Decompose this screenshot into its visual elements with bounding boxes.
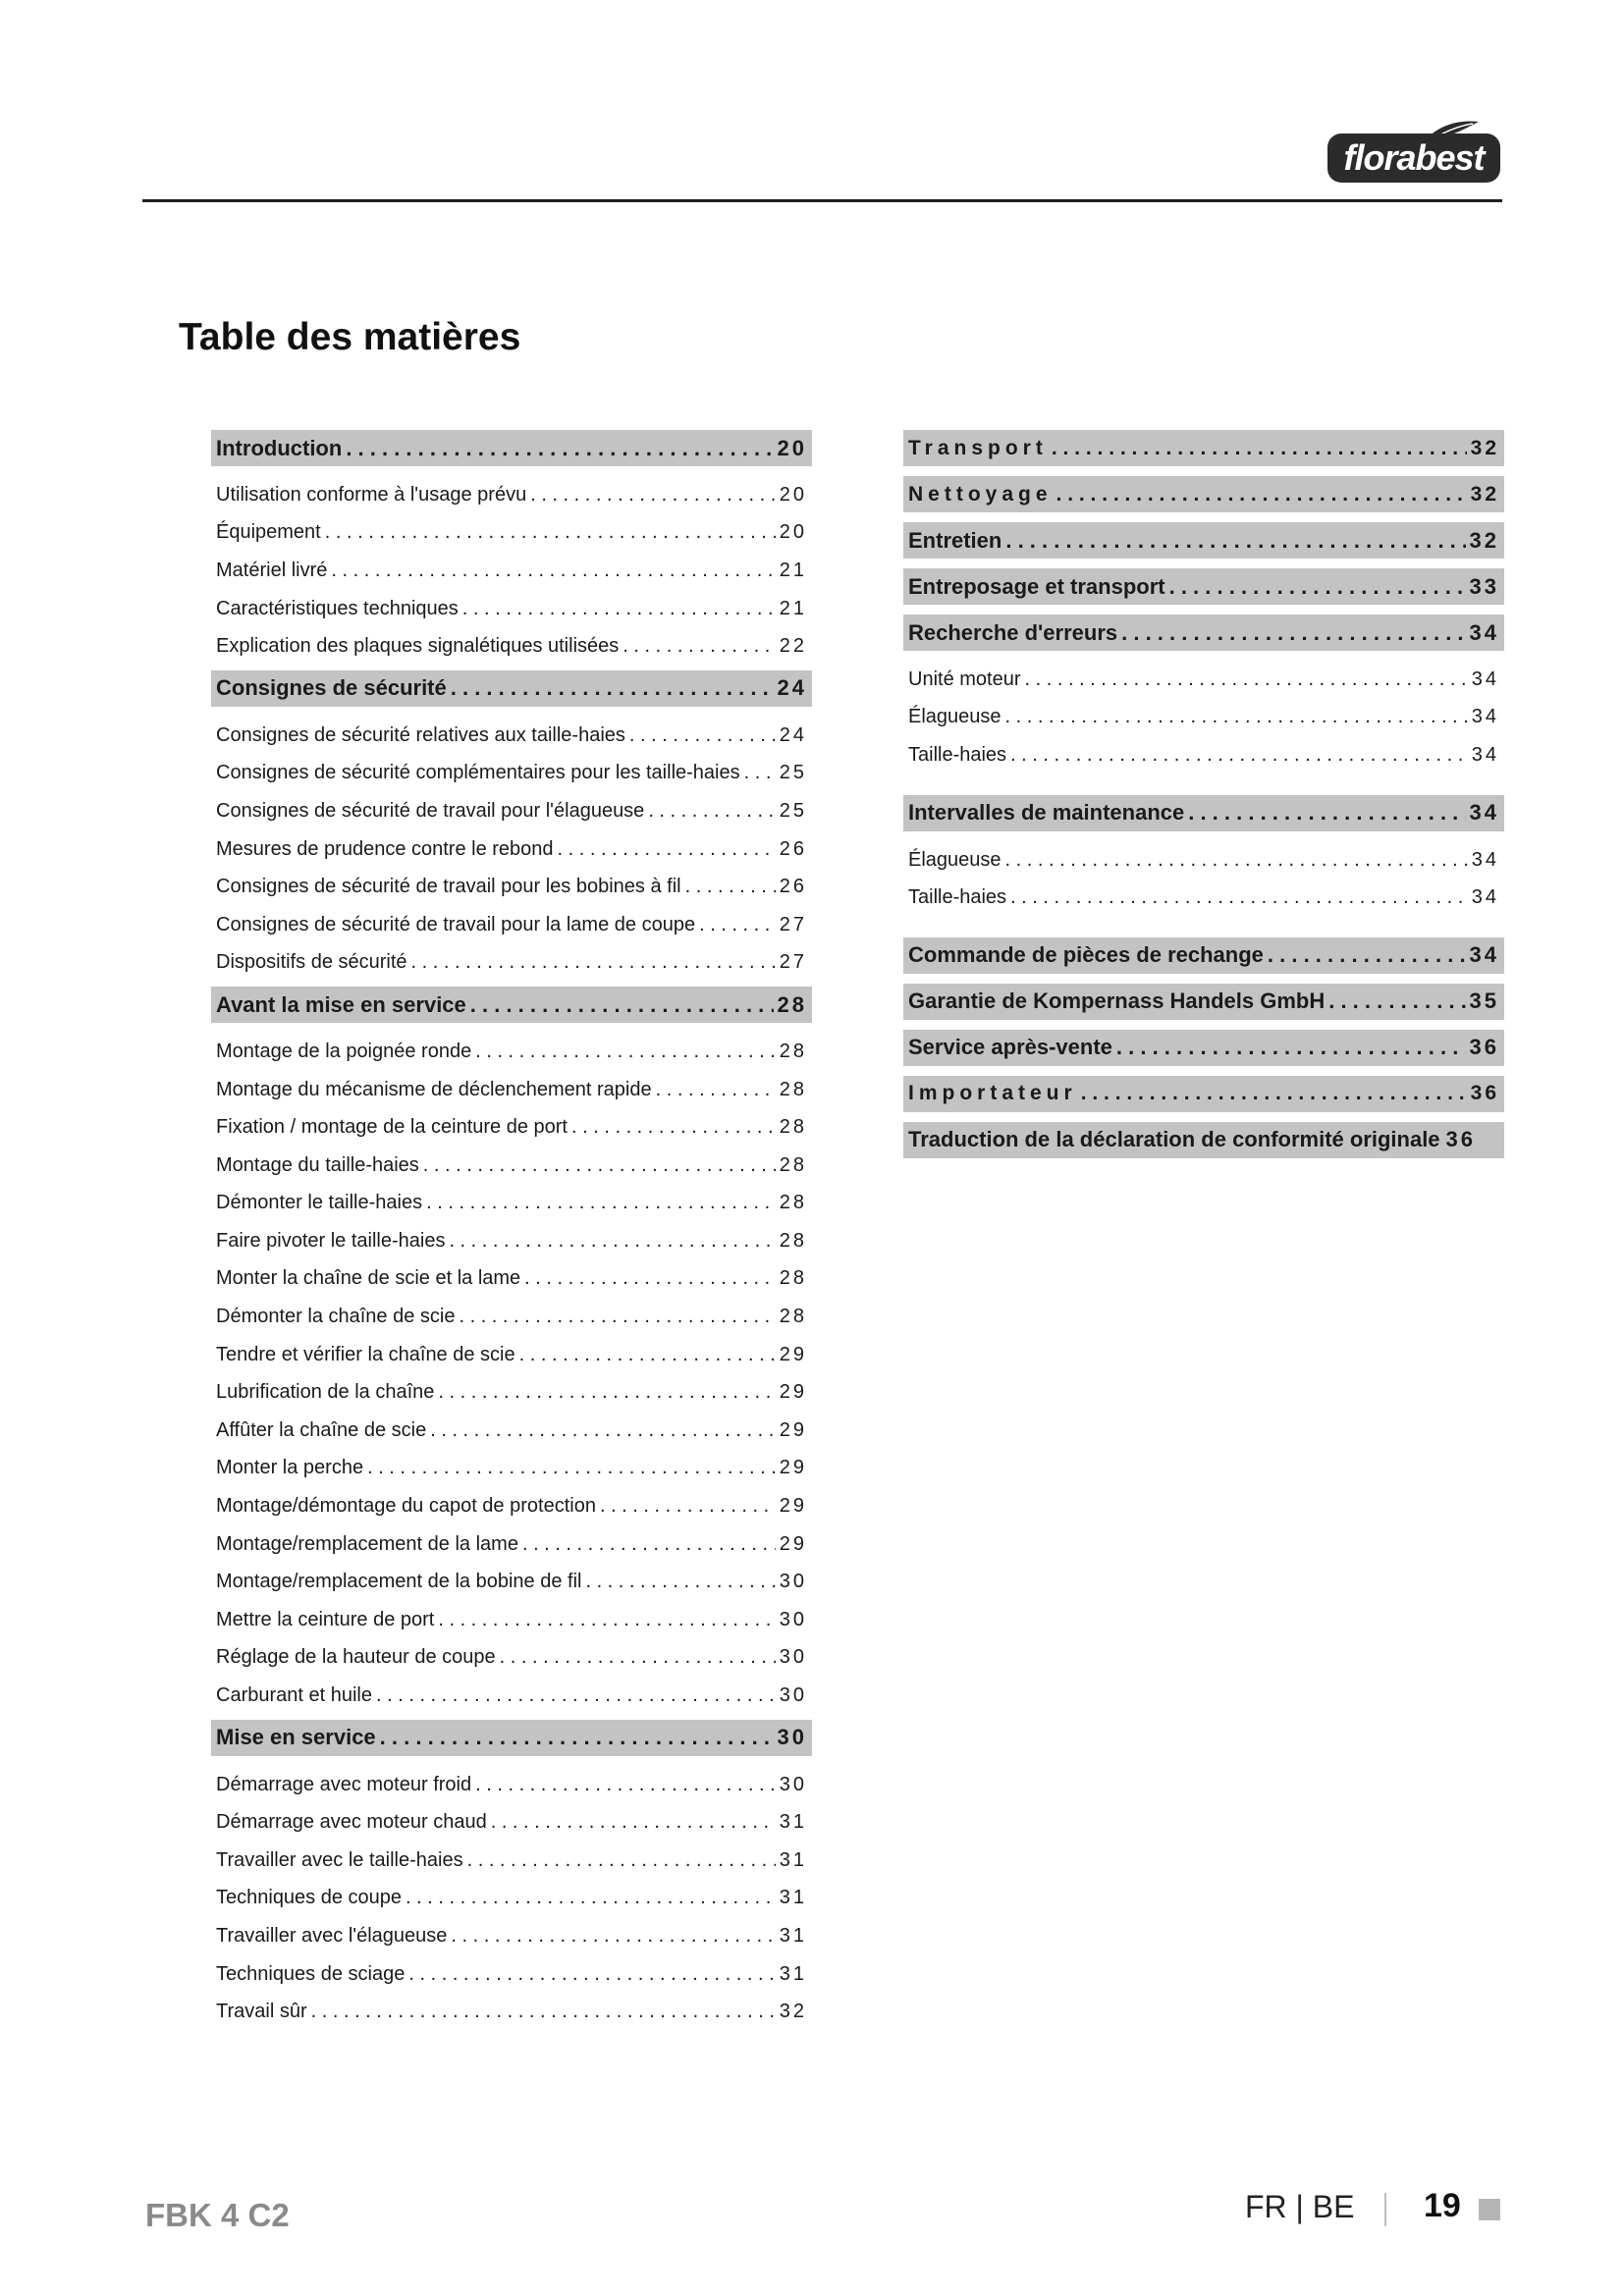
toc-label: Traduction de la déclaration de conformité originale	[908, 1127, 1440, 1152]
toc-label: Montage/démontage du capot de protection	[216, 1495, 596, 1518]
toc-leader-dots	[475, 1774, 776, 1796]
toc-section	[903, 1122, 1504, 1158]
toc-page-number: 32	[779, 2001, 807, 2023]
toc-page-number: 21	[779, 597, 807, 619]
toc-leader-dots	[1116, 1035, 1466, 1060]
toc-leader-dots	[522, 1533, 776, 1556]
toc-entry	[211, 1033, 812, 1071]
toc-leader-dots	[685, 876, 776, 898]
toc-page-number: 28	[779, 1267, 807, 1290]
toc-label: Unité moteur	[908, 667, 1021, 690]
toc-leader-dots	[1010, 886, 1468, 909]
toc-page-number: 34	[1471, 743, 1499, 766]
toc-label: Réglage de la hauteur de coupe	[216, 1646, 496, 1669]
toc-leader-dots	[1052, 437, 1467, 460]
toc-section	[903, 1076, 1504, 1112]
toc-leader-dots	[408, 1963, 775, 1986]
toc-page-number: 24	[779, 723, 807, 746]
toc-leader-dots	[519, 1344, 776, 1366]
toc-leader-dots	[1121, 620, 1465, 646]
toc-leader-dots	[459, 1306, 775, 1328]
toc-leader-dots	[1010, 744, 1468, 767]
toc-page-number: 28	[777, 991, 807, 1017]
toc-label: Consignes de sécurité de travail pour la lame de coupe	[216, 913, 696, 935]
toc-section	[903, 430, 1504, 466]
toc-leader-dots	[367, 1457, 776, 1479]
toc-entry	[211, 717, 812, 755]
toc-section	[903, 984, 1504, 1020]
toc-entry	[211, 1766, 812, 1804]
toc-entry	[211, 1373, 812, 1412]
toc-leader-dots	[699, 914, 776, 936]
toc-leader-dots	[491, 1811, 776, 1834]
toc-page-number: 21	[779, 559, 807, 581]
toc-right-column	[903, 430, 1504, 1168]
toc-page-number: 34	[1471, 706, 1499, 728]
toc-page-number: 35	[1469, 988, 1499, 1014]
toc-entry	[211, 1336, 812, 1374]
toc-entry	[211, 1842, 812, 1880]
toc-leader-dots	[1056, 483, 1467, 507]
toc-entry	[211, 830, 812, 869]
toc-entry	[211, 1917, 812, 1955]
toc-section	[903, 795, 1504, 831]
toc-entry	[211, 1803, 812, 1842]
toc-page-number: 29	[779, 1381, 807, 1404]
toc-label: Monter la perche	[216, 1457, 364, 1479]
toc-section	[211, 670, 812, 707]
toc-label: Utilisation conforme à l'usage prévu	[216, 483, 527, 506]
toc-page-number: 34	[1469, 800, 1499, 826]
toc-entry	[211, 514, 812, 553]
toc-entry	[211, 755, 812, 793]
toc-label: Taille-haies	[908, 886, 1007, 909]
toc-entry	[211, 1563, 812, 1601]
toc-label: Consignes de sécurité	[216, 675, 447, 701]
toc-entry	[211, 944, 812, 983]
toc-page-number: 20	[777, 435, 807, 460]
toc-page-number: 28	[779, 1192, 807, 1214]
toc-label: Dispositifs de sécurité	[216, 951, 407, 974]
toc-page-number: 20	[779, 521, 807, 544]
toc-label: Montage/remplacement de la lame	[216, 1532, 518, 1555]
toc-leader-dots	[648, 800, 775, 823]
toc-leader-dots	[500, 1646, 776, 1669]
toc-page-number: 34	[1471, 667, 1499, 690]
toc-leader-dots	[1081, 1082, 1467, 1105]
toc-entry	[211, 1298, 812, 1336]
toc-label: Élagueuse	[908, 706, 1001, 728]
toc-section	[211, 987, 812, 1023]
toc-section	[903, 522, 1504, 559]
toc-label: Entretien	[908, 527, 1002, 553]
toc-leader-dots	[376, 1684, 776, 1707]
toc-page-number: 26	[779, 837, 807, 860]
toc-page-number: 31	[779, 1887, 807, 1909]
toc-page-number: 25	[779, 762, 807, 784]
toc-label: Consignes de sécurité de travail pour l'élagueuse	[216, 799, 645, 822]
toc-label: Montage du mécanisme de déclenchement rapide	[216, 1078, 652, 1100]
toc-entry	[211, 1185, 812, 1223]
toc-section	[903, 937, 1504, 974]
toc-entry	[211, 1677, 812, 1715]
toc-label: Équipement	[216, 521, 321, 544]
toc-page-number: 29	[779, 1532, 807, 1555]
toc-entry	[211, 792, 812, 830]
toc-leader-dots	[380, 1725, 774, 1750]
toc-page-number: 28	[779, 1229, 807, 1252]
toc-page-number: 25	[779, 799, 807, 822]
toc-page-number: 28	[779, 1040, 807, 1062]
toc-page-number: 34	[1469, 942, 1499, 968]
toc-section	[211, 430, 812, 466]
toc-label: Transport	[908, 436, 1048, 459]
toc-label: Service après-vente	[908, 1035, 1112, 1060]
toc-leader-dots	[475, 1041, 776, 1063]
toc-section	[903, 568, 1504, 605]
toc-label: Caractéristiques techniques	[216, 597, 459, 619]
toc-entry	[211, 1222, 812, 1260]
toc-page-number: 24	[777, 675, 807, 701]
toc-label: Explication des plaques signalétiques utilisées	[216, 635, 620, 658]
toc-leader-dots	[449, 1230, 775, 1253]
toc-page-number: 22	[779, 635, 807, 658]
toc-entry	[211, 1147, 812, 1185]
toc-label: Monter la chaîne de scie et la lame	[216, 1267, 521, 1290]
toc-label: Taille-haies	[908, 743, 1007, 766]
toc-label: Fixation / montage de la ceinture de port	[216, 1116, 568, 1139]
toc-page-number: 30	[779, 1646, 807, 1669]
toc-leader-dots	[1005, 528, 1465, 554]
toc-page-number: 29	[779, 1495, 807, 1518]
toc-leader-dots	[1169, 574, 1466, 600]
toc-page-number: 31	[779, 1962, 807, 1985]
toc-entry	[211, 1601, 812, 1639]
toc-entry	[903, 661, 1504, 699]
toc-page-number: 28	[779, 1153, 807, 1176]
toc-label: Techniques de sciage	[216, 1962, 406, 1985]
toc-leader-dots	[623, 635, 775, 658]
toc-leader-dots	[1188, 800, 1465, 826]
toc-entry	[211, 1260, 812, 1299]
toc-leader-dots	[524, 1267, 776, 1290]
toc-section	[211, 1720, 812, 1756]
toc-leader-dots	[411, 951, 776, 974]
toc-label: Intervalles de maintenance	[908, 800, 1185, 826]
toc-leader-dots	[585, 1571, 775, 1593]
toc-label: Importateur	[908, 1082, 1077, 1105]
toc-label: Consignes de sécurité de travail pour les bobines à fil	[216, 876, 681, 898]
toc-label: Montage/remplacement de la bobine de fil	[216, 1571, 582, 1593]
toc-entry	[903, 736, 1504, 774]
toc-section	[903, 476, 1504, 512]
toc-entry	[211, 476, 812, 514]
toc-leader-dots	[430, 1419, 776, 1442]
toc-page-number: 36	[1470, 1082, 1499, 1105]
toc-page-number: 28	[779, 1116, 807, 1139]
language-code: FR | BE	[1245, 2189, 1355, 2224]
toc-label: Faire pivoter le taille-haies	[216, 1229, 446, 1252]
toc-leader-dots	[451, 675, 774, 701]
toc-page-number: 29	[779, 1418, 807, 1441]
toc-label: Matériel livré	[216, 559, 328, 581]
toc-label: Consignes de sécurité complémentaires pour les taille-haies	[216, 762, 740, 784]
toc-label: Démarrage avec moteur froid	[216, 1773, 472, 1795]
toc-section	[903, 1030, 1504, 1066]
toc-page-number: 29	[779, 1343, 807, 1365]
toc-leader-dots	[438, 1381, 775, 1404]
toc-label: Entreposage et transport	[908, 573, 1165, 599]
toc-label: Consignes de sécurité relatives aux taille-haies	[216, 723, 625, 746]
toc-page-number: 32	[1470, 482, 1499, 506]
toc-page-number: 34	[1469, 619, 1499, 645]
model-number: FBK 4 C2	[145, 2197, 290, 2233]
toc-page-number: 34	[1471, 886, 1499, 909]
toc-label: Travailler avec l'élagueuse	[216, 1924, 448, 1947]
toc-label: Nettoyage	[908, 482, 1053, 506]
toc-label: Affûter la chaîne de scie	[216, 1418, 427, 1441]
toc-entry	[211, 868, 812, 906]
toc-label: Lubrification de la chaîne	[216, 1381, 435, 1404]
toc-leader-dots	[744, 762, 776, 784]
page-title: Table des matières	[179, 316, 521, 358]
toc-entry	[211, 1487, 812, 1525]
toc-entry	[211, 552, 812, 590]
toc-label: Commande de pièces de rechange	[908, 942, 1264, 968]
toc-leader-dots	[325, 521, 776, 544]
toc-leader-dots	[571, 1116, 776, 1139]
toc-page-number: 30	[777, 1725, 807, 1750]
toc-page-number: 20	[779, 483, 807, 506]
toc-label: Démarrage avec moteur chaud	[216, 1811, 487, 1834]
toc-left-column	[211, 430, 812, 2031]
toc-entry	[211, 1880, 812, 1918]
toc-entry	[903, 841, 1504, 880]
toc-leader-dots	[426, 1192, 776, 1214]
toc-page-number: 34	[1471, 848, 1499, 871]
toc-page-number: 30	[779, 1571, 807, 1593]
toc-page-number: 27	[779, 951, 807, 974]
toc-entry	[211, 590, 812, 628]
toc-leader-dots	[1328, 988, 1465, 1014]
toc-leader-dots	[438, 1609, 775, 1631]
page-marker-square	[1479, 2199, 1500, 2220]
brand-logo	[1327, 126, 1502, 185]
toc-page-number: 32	[1469, 527, 1499, 553]
header-rule	[142, 199, 1502, 202]
logo-wordmark: florabest	[1327, 133, 1500, 183]
toc-page-number: 36	[1445, 1127, 1477, 1152]
toc-page-number: 36	[1469, 1035, 1499, 1060]
toc-entry	[211, 1993, 812, 2031]
toc-entry	[903, 879, 1504, 917]
toc-leader-dots	[1268, 942, 1466, 968]
toc-page-number: 26	[779, 876, 807, 898]
toc-entry	[211, 1071, 812, 1109]
toc-entry	[211, 1955, 812, 1994]
toc-leader-dots	[467, 1849, 776, 1872]
toc-label: Démonter la chaîne de scie	[216, 1306, 456, 1328]
toc-leader-dots	[1005, 706, 1468, 728]
toc-entry	[211, 1450, 812, 1488]
toc-entry	[211, 1412, 812, 1450]
toc-leader-dots	[1025, 668, 1468, 691]
toc-page-number: 31	[779, 1811, 807, 1834]
toc-leader-dots	[600, 1495, 776, 1518]
toc-leader-dots	[451, 1925, 775, 1948]
toc-entry	[211, 1108, 812, 1147]
toc-label: Mise en service	[216, 1725, 376, 1750]
toc-label: Démonter le taille-haies	[216, 1192, 423, 1214]
toc-leader-dots	[629, 724, 776, 747]
toc-leader-dots	[406, 1887, 776, 1909]
toc-page-number: 32	[1470, 436, 1499, 459]
toc-leader-dots	[462, 598, 776, 620]
toc-leader-dots	[423, 1154, 776, 1177]
toc-page-number: 28	[779, 1078, 807, 1100]
toc-label: Tendre et vérifier la chaîne de scie	[216, 1343, 515, 1365]
toc-label: Carburant et huile	[216, 1684, 372, 1707]
toc-leader-dots	[346, 436, 773, 461]
toc-label: Travailler avec le taille-haies	[216, 1848, 463, 1871]
toc-entry	[211, 1525, 812, 1564]
toc-label: Élagueuse	[908, 848, 1001, 871]
toc-page-number: 30	[779, 1684, 807, 1707]
toc-entry	[211, 627, 812, 666]
toc-label: Techniques de coupe	[216, 1887, 403, 1909]
toc-leader-dots	[1005, 849, 1468, 872]
toc-page-number: 30	[779, 1608, 807, 1630]
toc-section	[903, 614, 1504, 651]
toc-page-number: 31	[779, 1848, 807, 1871]
toc-label: Introduction	[216, 435, 343, 460]
toc-page-number: 28	[779, 1306, 807, 1328]
toc-page-number: 30	[779, 1773, 807, 1795]
toc-label: Avant la mise en service	[216, 991, 466, 1017]
toc-entry	[211, 1639, 812, 1678]
toc-leader-dots	[656, 1079, 776, 1101]
toc-leader-dots	[311, 2001, 776, 2023]
footer-divider	[1384, 2193, 1386, 2226]
page-number: 19	[1424, 2187, 1461, 2224]
toc-label: Mesures de prudence contre le rebond	[216, 837, 554, 860]
toc-page-number: 29	[779, 1457, 807, 1479]
toc-label: Travail sûr	[216, 2001, 307, 2023]
toc-label: Recherche d'erreurs	[908, 619, 1118, 645]
toc-leader-dots	[530, 484, 776, 507]
toc-label: Mettre la ceinture de port	[216, 1608, 435, 1630]
toc-page-number: 33	[1469, 573, 1499, 599]
toc-leader-dots	[470, 992, 774, 1018]
toc-label: Montage du taille-haies	[216, 1153, 419, 1176]
toc-entry	[903, 699, 1504, 737]
toc-leader-dots	[558, 838, 776, 861]
toc-label: Montage de la poignée ronde	[216, 1040, 472, 1062]
toc-entry	[211, 906, 812, 944]
toc-page-number: 27	[779, 913, 807, 935]
toc-page-number: 31	[779, 1924, 807, 1947]
toc-label: Garantie de Kompernass Handels GmbH	[908, 988, 1326, 1014]
toc-leader-dots	[331, 560, 775, 582]
